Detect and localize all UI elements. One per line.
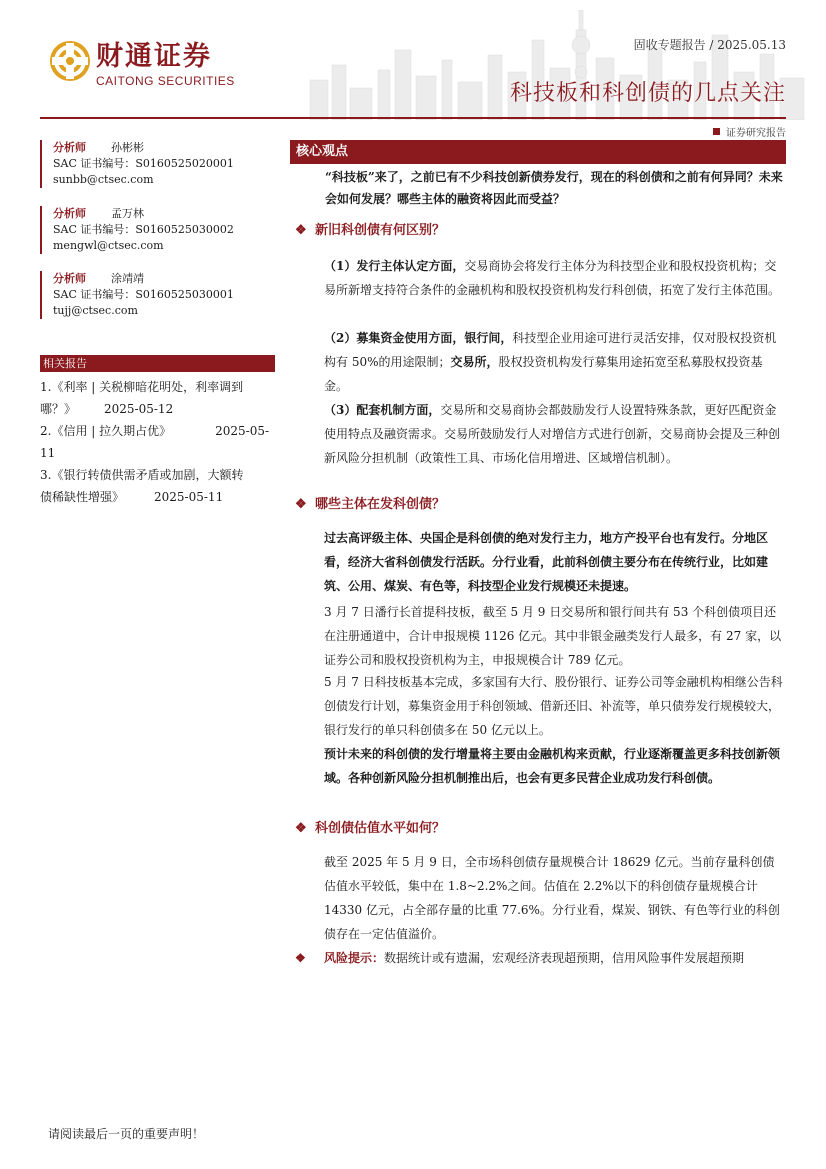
analyst-email[interactable]: sunbb@ctsec.com bbox=[53, 173, 154, 186]
doc-type-text: 证券研究报告 bbox=[726, 128, 786, 139]
analyst-block bbox=[40, 140, 275, 188]
caitong-logo-icon bbox=[50, 41, 90, 81]
diamond-bullet-icon: ❖ bbox=[295, 223, 307, 238]
core-question: “科技板”来了，之前已有不少科技创新债券发行，现在的科创债和之前有何异同？未来会如何发展？哪些主体的融资将因此而受益？ bbox=[325, 170, 783, 206]
paragraph: 截至 2025 年 5 月 9 日，全市场科创债存量规模合计 18629 亿元。当前存量科创债估值水平较低，集中在 1.8~2.2%之间。估值在 2.2%以下的科创债存量规模合计 14330 亿元，占全部存量的比重 77.6%。分行业看，煤炭、钢铁、有色等行业的科创债存在一定估值溢价。 bbox=[324, 855, 780, 941]
paragraph bbox=[324, 326, 786, 398]
diamond-bullet-icon: ❖ bbox=[295, 821, 307, 836]
related-report-line: 1.《利率 | 关税柳暗花明处，利率调到 bbox=[40, 380, 244, 394]
section-title: 哪些主体在发科创债？ bbox=[315, 497, 446, 512]
brand-name-en: CAITONG SECURITIES bbox=[96, 74, 235, 88]
core-view-title: 核心观点 bbox=[290, 140, 786, 164]
paragraph bbox=[324, 398, 786, 470]
section-heading bbox=[295, 496, 445, 514]
related-report-item[interactable] bbox=[40, 464, 278, 508]
analyst-block bbox=[40, 206, 275, 254]
analyst-role: 分析师 bbox=[53, 272, 86, 285]
related-reports-title: 相关报告 bbox=[40, 355, 275, 372]
paragraph-emphasis: 过去高评级主体、央国企是科创债的绝对发行主力，地方产投平台也有发行。分地区看，经济大省科创债发行活跃。分行业看，此前科创债主要分布在传统行业，比如建筑、公用、煤炭、有色等，科技型企业发行规模还未提速。 bbox=[324, 531, 769, 593]
analyst-block bbox=[40, 271, 275, 319]
analyst-name: 涂靖靖 bbox=[111, 272, 144, 285]
analyst-name: 孙彬彬 bbox=[111, 141, 144, 154]
related-report-line: 哪？》 bbox=[40, 402, 77, 416]
para-text: 科技型企业用途可进行灵活安排，仅对股权投资机构有 50%的用途限制； bbox=[324, 331, 777, 369]
related-reports-list bbox=[40, 376, 278, 508]
analyst-role: 分析师 bbox=[53, 141, 86, 154]
analyst-email[interactable]: tujj@ctsec.com bbox=[53, 304, 138, 317]
diamond-bullet-icon: ❖ bbox=[295, 497, 307, 512]
paragraph: 3 月 7 日潘行长首提科技板，截至 5 月 9 日交易所和银行间共有 53 个科创债项目还在注册通道中，合计申报规模 1126 亿元。其中非银金融类发行人最多，有 27 家，以证券公司和股权投资机构为主，申报规模合计 789 亿元。 bbox=[324, 605, 782, 667]
brand-name-cn: 财通证券 bbox=[96, 41, 212, 72]
square-bullet-icon bbox=[713, 128, 720, 135]
para-lead: （1）发行主体认定方面， bbox=[324, 259, 465, 273]
analyst-accent-bar bbox=[40, 206, 42, 254]
risk-warning bbox=[295, 946, 787, 970]
related-report-item[interactable] bbox=[40, 376, 278, 420]
footer-disclaimer: 请阅读最后一页的重要声明！ bbox=[48, 1127, 205, 1141]
section-title: 新旧科创债有何区别？ bbox=[315, 223, 446, 238]
analyst-accent-bar bbox=[40, 271, 42, 319]
analyst-cert: SAC 证书编号：S0160525020001 bbox=[53, 157, 234, 170]
related-report-date: 2025-05-11 bbox=[154, 490, 224, 504]
section-heading bbox=[295, 820, 445, 838]
related-report-line: 3.《银行转债供需矛盾或加剧，大额转 bbox=[40, 468, 244, 482]
header-divider bbox=[40, 117, 786, 119]
paragraph: 5 月 7 日科技板基本完成，多家国有大行、股份银行、证券公司等金融机构相继公告科创债发行计划，募集资金用于科创领域、借新还旧、补流等，单只债券发行规模较大，银行发行的单只科创债多在 50 亿元以上。 bbox=[324, 675, 783, 737]
report-title: 科技板和科创债的几点关注 bbox=[509, 81, 786, 106]
analyst-cert: SAC 证书编号：S0160525030001 bbox=[53, 288, 234, 301]
analyst-name: 孟万林 bbox=[111, 207, 144, 220]
diamond-bullet-icon: ❖ bbox=[295, 951, 306, 965]
paragraph bbox=[324, 254, 786, 302]
analyst-role: 分析师 bbox=[53, 207, 86, 220]
related-report-line: 债稀缺性增强》 bbox=[40, 490, 125, 504]
section-heading bbox=[295, 222, 445, 240]
para-text: 交易商协会将发行主体分为科技型企业和股权投资机构；交易所新增支持符合条件的金融机构和股权投资机构发行科创债，拓宽了发行主体范围。 bbox=[324, 259, 781, 297]
analyst-accent-bar bbox=[40, 140, 42, 188]
risk-text: 数据统计或有遗漏，宏观经济表现超预期，信用风险事件发展超预期 bbox=[384, 951, 745, 965]
para-lead: （3）配套机制方面， bbox=[324, 403, 441, 417]
para-lead: 交易所， bbox=[450, 355, 499, 369]
risk-label: 风险提示： bbox=[324, 951, 385, 965]
doc-type-label bbox=[713, 124, 786, 139]
paragraph-emphasis: 预计未来的科创债的发行增量将主要由金融机构来贡献，行业逐渐覆盖更多科技创新领域。各种创新风险分担机制推出后，也会有更多民营企业成功发行科创债。 bbox=[324, 747, 781, 785]
related-report-date: 2025-05-12 bbox=[104, 402, 174, 416]
related-report-date: 2025-05-11 bbox=[40, 424, 270, 460]
para-text: 股权投资机构发行募集用途拓宽至私募股权投资基金。 bbox=[324, 355, 763, 393]
analyst-cert: SAC 证书编号：S0160525030002 bbox=[53, 223, 234, 236]
related-report-line: 2.《信用 | 拉久期占优》 bbox=[40, 424, 172, 438]
para-lead: （2）募集资金使用方面，银行间， bbox=[324, 331, 513, 345]
section-title: 科创债估值水平如何？ bbox=[315, 821, 446, 836]
report-type-date: 固收专题报告 / 2025.05.13 bbox=[633, 38, 786, 52]
analyst-email[interactable]: mengwl@ctsec.com bbox=[53, 239, 164, 252]
related-report-item[interactable] bbox=[40, 420, 278, 464]
para-text: 交易所和交易商协会都鼓励发行人设置特殊条款，更好匹配资金使用特点及融资需求。交易所鼓励发行人对增信方式进行创新，交易商协会提及三种创新风险分担机制（政策性工具、市场化信用增进、区域增信机制）。 bbox=[324, 403, 781, 465]
